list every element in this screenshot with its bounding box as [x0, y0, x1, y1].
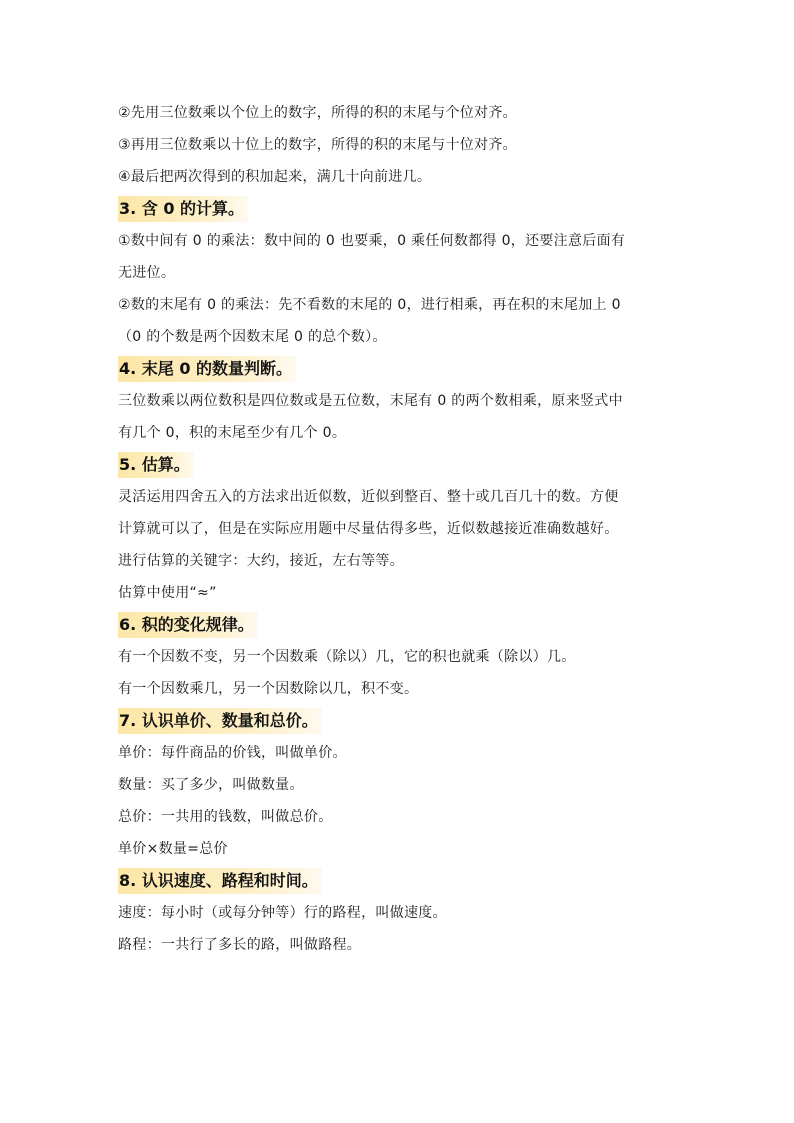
paragraph-line: 无进位。: [118, 265, 176, 281]
paragraph-line: 单价：每件商品的价钱，叫做单价。: [118, 745, 347, 761]
paragraph-line: 速度：每小时（或每分钟等）行的路程，叫做速度。: [118, 905, 447, 921]
section-heading-text: 3. 含 0 的计算。: [118, 196, 248, 222]
section-heading-text: 4. 末尾 0 的数量判断。: [118, 356, 296, 382]
section-heading-zero-calculation: [118, 193, 698, 225]
paragraph-line: 有几个 0，积的末尾至少有几个 0。: [118, 425, 347, 441]
step-line-4: ④最后把两次得到的积加起来，满几十向前进几。: [118, 169, 432, 185]
document-body: [118, 97, 698, 961]
section-heading-trailing-zero: [118, 353, 698, 385]
paragraph-line: 有一个因数乘几，另一个因数除以几，积不变。: [118, 681, 419, 697]
section-heading-speed: [118, 865, 698, 897]
section-heading-text: 5. 估算。: [118, 452, 194, 478]
paragraph-line: 有一个因数不变，另一个因数乘（除以）几，它的积也就乘（除以）几。: [118, 649, 576, 665]
paragraph-line: 总价：一共用的钱数，叫做总价。: [118, 809, 333, 825]
step-line-3: ③再用三位数乘以十位上的数字，所得的积的末尾与十位对齐。: [118, 137, 517, 153]
paragraph-line: 进行估算的关键字：大约，接近，左右等等。: [118, 553, 404, 569]
section-heading-unit-price: [118, 705, 698, 737]
paragraph-line: 数量：买了多少，叫做数量。: [118, 777, 304, 793]
paragraph-line: 单价×数量=总价: [118, 841, 228, 857]
section-heading-text: 8. 认识速度、路程和时间。: [118, 868, 322, 894]
paragraph-line: （0 的个数是两个因数末尾 0 的总个数）。: [118, 329, 387, 345]
section-heading-estimation: [118, 449, 698, 481]
paragraph-line: 路程：一共行了多长的路，叫做路程。: [118, 937, 362, 953]
paragraph-line: 灵活运用四舍五入的方法求出近似数，近似到整百、整十或几百几十的数。方便: [118, 489, 619, 505]
paragraph-line: 估算中使用“≈”: [118, 585, 217, 601]
paragraph-line: 计算就可以了，但是在实际应用题中尽量估得多些，近似数越接近准确数越好。: [118, 521, 619, 537]
step-line-2: ②先用三位数乘以个位上的数字，所得的积的末尾与个位对齐。: [118, 105, 517, 121]
section-heading-text: 7. 认识单价、数量和总价。: [118, 708, 322, 734]
paragraph-line: ②数的末尾有 0 的乘法：先不看数的末尾的 0，进行相乘，再在积的末尾加上 0: [118, 297, 621, 313]
section-heading-product-rule: [118, 609, 698, 641]
section-heading-text: 6. 积的变化规律。: [118, 612, 258, 638]
paragraph-line: 三位数乘以两位数积是四位数或是五位数，末尾有 0 的两个数相乘，原来竖式中: [118, 393, 623, 409]
paragraph-line: ①数中间有 0 的乘法：数中间的 0 也要乘，0 乘任何数都得 0，还要注意后面有: [118, 233, 626, 249]
